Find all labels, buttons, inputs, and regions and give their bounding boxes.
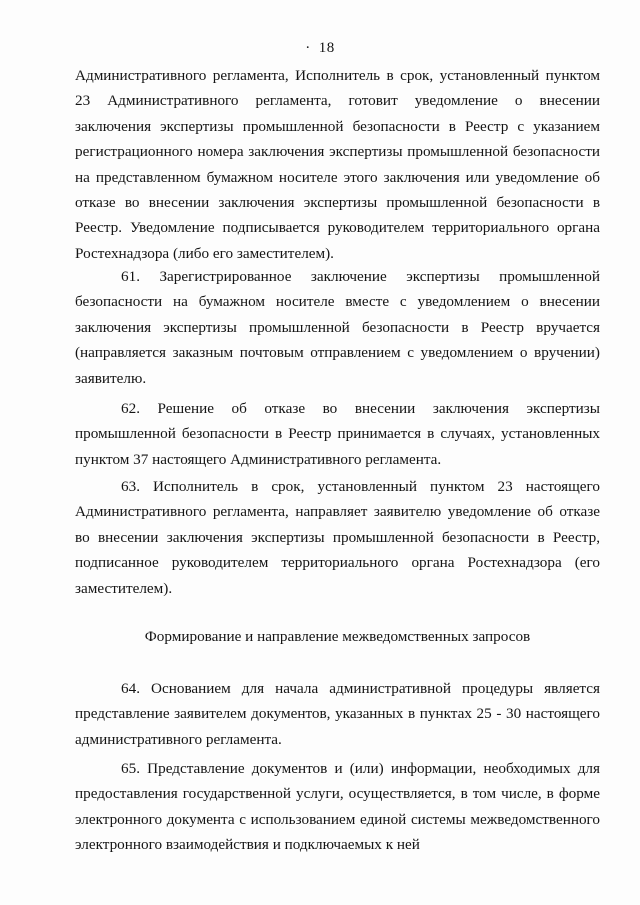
paragraph-64-block xyxy=(75,676,600,752)
page-number-dot: · xyxy=(305,40,311,56)
page-number xyxy=(0,40,640,57)
paragraph-64: 64. Основанием для начала административной процедуры является представление заявителем документов, указанных в пунктах 25 - 30 настоящего административного регламента. xyxy=(75,680,600,748)
paragraph-62-block xyxy=(75,396,600,472)
paragraph-62: 62. Решение об отказе во внесении заключения экспертизы промышленной безопасности в Реестр принимается в случаях, установленных пунктом 37 настоящего Административного регламента. xyxy=(75,400,600,468)
paragraph-intro-block xyxy=(75,63,600,266)
paragraph-65: 65. Представление документов и (или) информации, необходимых для предоставления государственной услуги, осуществляется, в том числе, в форме электронного документа с использованием единой системы межведомственного электронного взаимодействия и подключаемых к ней xyxy=(75,760,600,854)
paragraph-61: 61. Зарегистрированное заключение экспертизы промышленной безопасности на бумажном носителе вместе с уведомлением о внесении заключения экспертизы промышленной безопасности в Реестр вручается (направляется заказным почтовым отправлением с уведомлением о вручении) заявителю. xyxy=(75,268,600,387)
section-heading: Формирование и направление межведомственных запросов xyxy=(144,628,531,645)
paragraph-61-block xyxy=(75,264,600,391)
paragraph-63-block xyxy=(75,474,600,601)
paragraph-63: 63. Исполнитель в срок, установленный пунктом 23 настоящего Административного регламента, направляет заявителю уведомление об отказе во внесении заключения экспертизы промышленной безопасности в Реестр, подписанное руководителем территориального органа Ростехнадзора (его заместителем). xyxy=(75,478,600,597)
paragraph-65-block xyxy=(75,756,600,858)
paragraph-intro: Административного регламента, Исполнитель в срок, установленный пунктом 23 Административного регламента, готовит уведомление о внесении заключения экспертизы промышленной безопасности в Реестр с указанием регистрационного номера заключения экспертизы промышленной безопасности на представленном бумажном носителе этого заключения или уведомление об отказе во внесении заключения экспертизы промышленной безопасности в Реестр. Уведомление подписывается руководителем территориального органа Ростехнадзора (либо его заместителем). xyxy=(75,67,600,262)
page-number-value: 18 xyxy=(318,40,335,56)
